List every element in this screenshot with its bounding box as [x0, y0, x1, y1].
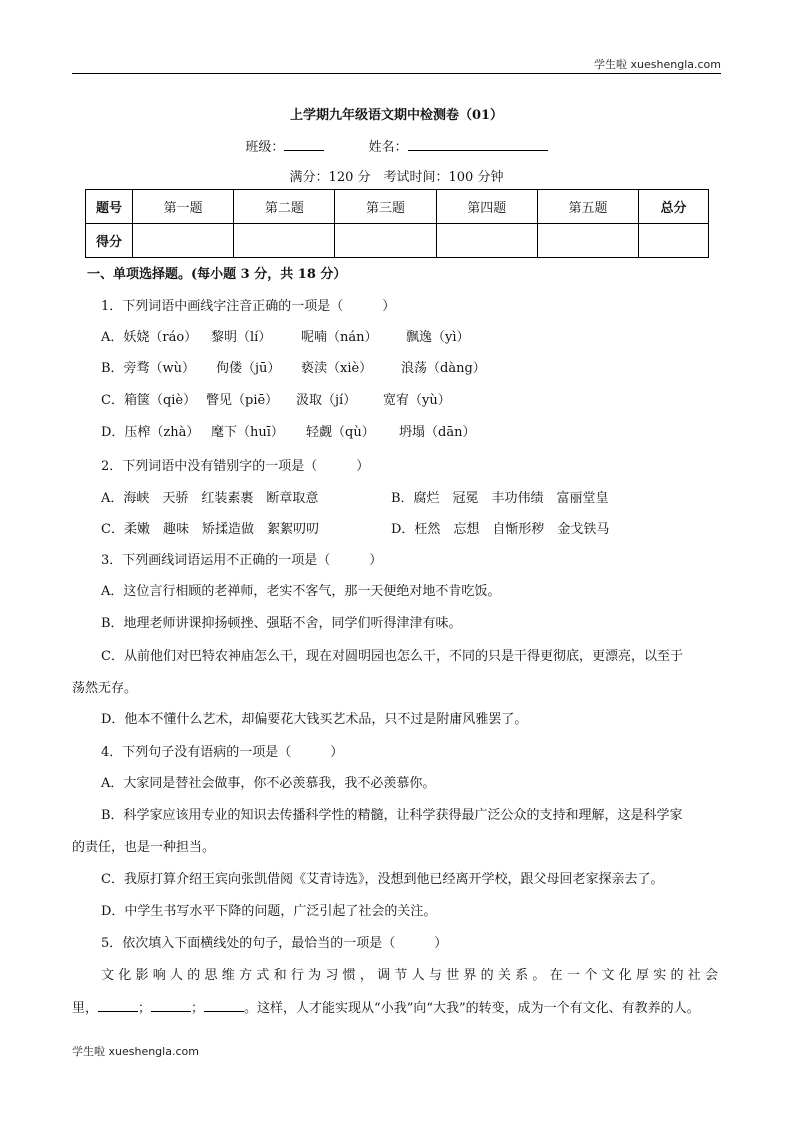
option-item: C．从前他们对巴特农神庙怎么干，现在对圆明园也怎么干，不同的只是干得更彻底，更漂亮，以至于: [101, 649, 683, 664]
option-item: B．科学家应该用专业的知识去传播科学性的精髓，让科学获得最广泛公众的支持和理解，这是科学家: [101, 808, 683, 823]
table-row: [86, 224, 709, 258]
header-site: 学生啦 xueshengla.com: [594, 58, 721, 71]
exam-title: 上学期九年级语文期中检测卷（01）: [289, 108, 504, 123]
question-stem: 2．下列词语中没有错别字的一项是（ ）: [101, 459, 370, 474]
option-item: 轻觑（qù）: [306, 425, 375, 440]
option-item: A．这位言行相顾的老禅师，老实不客气，那一天便绝对地不肯吃饭。: [101, 584, 501, 599]
name-label: 姓名：: [368, 140, 408, 155]
score-table: [85, 189, 709, 258]
option-item: A．大家同是替社会做事，你不必羡慕我，我不必羡慕你。: [101, 776, 436, 791]
option-item: 瞥见（piē）: [206, 393, 279, 408]
answer-blank[interactable]: [98, 1011, 138, 1012]
option-item: B．地理老师讲课抑扬顿挫、强聒不舍，同学们听得津津有味。: [101, 616, 462, 631]
option-item: 坍塌（dān）: [399, 425, 476, 440]
score-cell[interactable]: [436, 224, 537, 258]
answer-blank[interactable]: [204, 1011, 244, 1012]
option-item: B．腐烂 冠冕 丰功伟绩 富丽堂皇: [391, 491, 609, 506]
name-blank[interactable]: [408, 150, 548, 151]
option-row: [101, 389, 721, 408]
option-item: 浪荡（dàng）: [401, 361, 486, 376]
option-item: 麾下（huī）: [211, 425, 284, 440]
option-item: 汲取（jí）: [296, 393, 357, 408]
option-item: A．妖娆（ráo）: [101, 330, 198, 345]
section-heading: 一、单项选择题。(每小题 3 分，共 18 分）: [87, 267, 347, 282]
score-cell[interactable]: [537, 224, 638, 258]
option-item: C．箱箧（qiè）: [101, 393, 197, 408]
answer-blank[interactable]: [151, 1011, 191, 1012]
score-cell[interactable]: [133, 224, 234, 258]
option-item: 黎明（lí）: [211, 330, 272, 345]
option-item: D．枉然 忘想 自惭形秽 金戈铁马: [391, 522, 610, 537]
option-row: [101, 421, 721, 440]
option-item: B．旁骛（wù）: [101, 361, 196, 376]
option-item: 亵渎（xiè）: [301, 361, 373, 376]
question-stem: 5．依次填入下面横线处的句子，最恰当的一项是（ ）: [101, 936, 448, 951]
option-item: A．海峡 天骄 红装素裹 断章取意: [101, 491, 319, 506]
option-item: C．柔嫩 趣味 矫揉造做 絮絮叨叨: [101, 522, 319, 537]
option-item-continued: 的责任，也是一种担当。: [72, 840, 216, 855]
option-item: D．他本不懂什么艺术，却偏要花大钱买艺术品，只不过是附庸风雅罢了。: [101, 712, 528, 727]
option-item: D．压榨（zhà）: [101, 425, 200, 440]
score-cell[interactable]: [639, 224, 709, 258]
table-cell: 第二题: [234, 190, 335, 224]
option-item: 飘逸（yì）: [406, 330, 470, 345]
score-info: 满分：120 分 考试时间：100 分钟: [289, 170, 504, 185]
score-cell[interactable]: [335, 224, 436, 258]
table-cell: 第四题: [436, 190, 537, 224]
option-item: C．我原打算介绍王宾向张凯借阅《艾青诗选》，没想到他已经离开学校，跟父母回老家探亲去了。: [101, 872, 664, 887]
option-item-continued: 荡然无存。: [72, 681, 138, 696]
option-row: [101, 357, 721, 376]
option-item: 呢喃（nán）: [301, 330, 378, 345]
question-stem: 4．下列句子没有语病的一项是（ ）: [101, 745, 344, 760]
class-label: 班级：: [245, 140, 285, 155]
option-row: [101, 487, 721, 506]
header-divider: [72, 73, 721, 74]
option-item: D．中学生书写水平下降的问题，广泛引起了社会的关注。: [101, 904, 437, 919]
option-row: [101, 326, 721, 345]
score-cell[interactable]: [234, 224, 335, 258]
question-stem: 3．下列画线词语运用不正确的一项是（ ）: [101, 553, 383, 568]
table-cell: 得分: [86, 224, 133, 258]
class-blank[interactable]: [284, 150, 324, 151]
table-cell: 题号: [86, 190, 133, 224]
table-cell: 第五题: [537, 190, 638, 224]
option-item: 宽宥（yù）: [383, 393, 451, 408]
passage-line: 文化影响人的思维方式和行为习惯，调节人与世界的关系。在一个文化厚实的社会: [101, 968, 721, 983]
footer-site: 学生啦 xueshengla.com: [72, 1045, 199, 1058]
table-cell: 总分: [639, 190, 709, 224]
option-row: [101, 518, 721, 537]
option-item: 佝偻（jū）: [216, 361, 281, 376]
table-cell: 第一题: [133, 190, 234, 224]
student-info: [0, 136, 793, 155]
passage-line: 里， ； ； 。这样，人才能实现从“小我”向“大我”的转变，成为一个有文化、有教养的人。: [72, 1001, 700, 1016]
table-cell: 第三题: [335, 190, 436, 224]
table-row: [86, 190, 709, 224]
question-stem: 1．下列词语中画线字注音正确的一项是（ ）: [101, 299, 396, 314]
